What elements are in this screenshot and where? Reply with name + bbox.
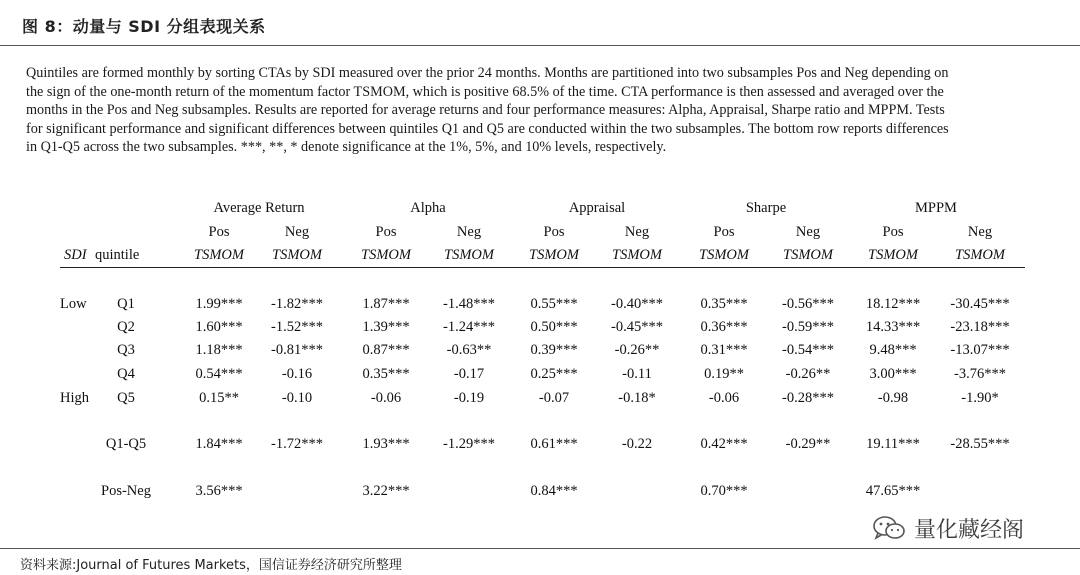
row-label: Q5: [117, 390, 135, 406]
row-label: Q3: [117, 342, 135, 358]
header-rule: [60, 267, 1025, 268]
column-group-header: Appraisal: [568, 200, 626, 216]
wechat-icon: [872, 515, 906, 541]
table-cell: 1.99***: [195, 296, 243, 312]
table-cell: 1.39***: [362, 319, 410, 335]
table-cell: -0.10: [281, 390, 313, 406]
table-cell: -1.72***: [271, 436, 323, 452]
column-subheader: Pos: [208, 224, 230, 240]
table-cell: -0.16: [281, 366, 313, 382]
table-cell: -1.24***: [443, 319, 495, 335]
table-cell: -1.82***: [271, 296, 323, 312]
factor-label: TSMOM: [783, 247, 833, 263]
factor-label: TSMOM: [612, 247, 662, 263]
table-cell: 0.25***: [530, 366, 578, 382]
table-cell: -0.19: [453, 390, 485, 406]
factor-label: TSMOM: [194, 247, 244, 263]
table-cell: 0.55***: [530, 296, 578, 312]
table-cell: 9.48***: [869, 342, 917, 358]
column-subheader: Neg: [456, 224, 482, 240]
caption-line: for significant performance and significant differences between quintiles Q1 and Q5 are conducted within the two subsamples. The bottom row reports differences: [26, 120, 949, 137]
table-cell: -0.26**: [785, 366, 831, 382]
table-cell: -0.45***: [611, 319, 663, 335]
column-subheader: Pos: [375, 224, 397, 240]
caption-line: Quintiles are formed monthly by sorting CTAs by SDI measured over the prior 24 months. Months are partitioned into two subsamples Pos and Neg depending on: [26, 65, 949, 81]
row-group-label: High: [60, 390, 89, 406]
factor-label: TSMOM: [529, 247, 579, 263]
table-cell: 3.00***: [869, 366, 917, 382]
table-cell: 0.35***: [700, 296, 748, 312]
table-cell: 1.18***: [195, 342, 243, 358]
row-label: Pos-Neg: [101, 483, 151, 499]
table-cell: 0.15**: [199, 390, 239, 406]
row-group-label: Low: [60, 296, 87, 312]
table-cell: -0.54***: [782, 342, 834, 358]
table-cell: 0.36***: [700, 319, 748, 335]
factor-label: TSMOM: [361, 247, 411, 263]
table-cell: 0.61***: [530, 436, 578, 452]
watermark-text: 量化藏经阁: [914, 517, 1025, 543]
table-cell: -0.06: [370, 390, 402, 406]
table-cell: -13.07***: [950, 342, 1010, 358]
table-cell: 1.87***: [362, 296, 410, 312]
table-cell: 14.33***: [865, 319, 921, 335]
column-subheader: Pos: [882, 224, 904, 240]
table-cell: 0.87***: [362, 342, 410, 358]
table-cell: -28.55***: [950, 436, 1010, 452]
table-cell: 1.93***: [362, 436, 410, 452]
table-cell: 47.65***: [865, 483, 921, 499]
table-cell: -0.81***: [271, 342, 323, 358]
caption-line: months in the Pos and Neg subsamples. Results are reported for average returns and four performance measures: Alpha, Appraisal, Sharpe ratio and MPPM. Tests: [26, 102, 945, 119]
factor-label: TSMOM: [444, 247, 494, 263]
factor-label: TSMOM: [955, 247, 1005, 263]
table-cell: -0.63**: [446, 342, 492, 358]
table-cell: 0.70***: [700, 483, 748, 499]
table-cell: -0.56***: [782, 296, 834, 312]
table-cell: 0.31***: [700, 342, 748, 358]
table-cell: 3.56***: [195, 483, 243, 499]
table-cell: -0.59***: [782, 319, 834, 335]
row-label: Q1: [117, 296, 135, 312]
column-subheader: Pos: [713, 224, 735, 240]
table-cell: -3.76***: [954, 366, 1006, 382]
table-cell: -0.28***: [782, 390, 834, 406]
column-group-header: Alpha: [410, 200, 446, 216]
column-subheader: Pos: [543, 224, 565, 240]
table-cell: 18.12***: [865, 296, 921, 312]
watermark: [872, 510, 1024, 546]
table-cell: 0.54***: [195, 366, 243, 382]
table-cell: -0.11: [622, 366, 652, 382]
table-cell: 0.39***: [530, 342, 578, 358]
table-cell: 0.35***: [362, 366, 410, 382]
column-subheader: Neg: [795, 224, 821, 240]
table-cell: -30.45***: [950, 296, 1010, 312]
row-label: Q4: [117, 366, 135, 382]
table-cell: 1.84***: [195, 436, 243, 452]
table-cell: -0.98: [877, 390, 909, 406]
factor-label: TSMOM: [699, 247, 749, 263]
source-note: 资料来源:Journal of Futures Markets，国信证券经济研究所整理: [20, 558, 402, 573]
table-cell: -1.90*: [961, 390, 999, 406]
column-group-header: Sharpe: [745, 200, 787, 216]
table-cell: -0.29**: [785, 436, 831, 452]
row-header-sdi: SDI: [64, 247, 87, 263]
factor-label: TSMOM: [272, 247, 322, 263]
table-cell: -0.17: [453, 366, 485, 382]
column-group-header: MPPM: [915, 200, 957, 216]
table-cell: -1.48***: [443, 296, 495, 312]
table-cell: -0.26**: [614, 342, 660, 358]
table-cell: -1.52***: [271, 319, 323, 335]
column-group-header: Average Return: [213, 200, 305, 216]
row-label: Q2: [117, 319, 135, 335]
table-cell: -0.07: [538, 390, 570, 406]
table-cell: -0.06: [708, 390, 740, 406]
column-subheader: Neg: [967, 224, 993, 240]
row-header-quintile: quintile: [95, 247, 140, 263]
factor-label: TSMOM: [868, 247, 918, 263]
column-subheader: Neg: [624, 224, 650, 240]
table-cell: -0.18*: [618, 390, 656, 406]
table-cell: -23.18***: [950, 319, 1010, 335]
figure-title: 图 8：动量与 SDI 分组表现关系: [22, 17, 266, 36]
caption-line: the sign of the one-month return of the momentum factor TSMOM, which is positive 68.5% of the time. CTA performance is then assessed and averaged over the: [26, 83, 944, 100]
column-subheader: Neg: [284, 224, 310, 240]
table-cell: 0.42***: [700, 436, 748, 452]
figure-footer: [0, 548, 1080, 575]
table-cell: 0.50***: [530, 319, 578, 335]
table-cell: 0.84***: [530, 483, 578, 499]
table-cell: 1.60***: [195, 319, 243, 335]
caption-line: in Q1-Q5 across the two subsamples. ***, **, * denote significance at the 1%, 5%, and 10% levels, respectively.: [26, 139, 667, 156]
table-cell: -0.40***: [611, 296, 663, 312]
table-cell: 19.11***: [866, 436, 920, 452]
table-cell: 0.19**: [704, 366, 744, 382]
row-label: Q1-Q5: [105, 436, 147, 452]
table-cell: -0.22: [621, 436, 653, 452]
table-cell: 3.22***: [362, 483, 410, 499]
table-cell: -1.29***: [443, 436, 495, 452]
